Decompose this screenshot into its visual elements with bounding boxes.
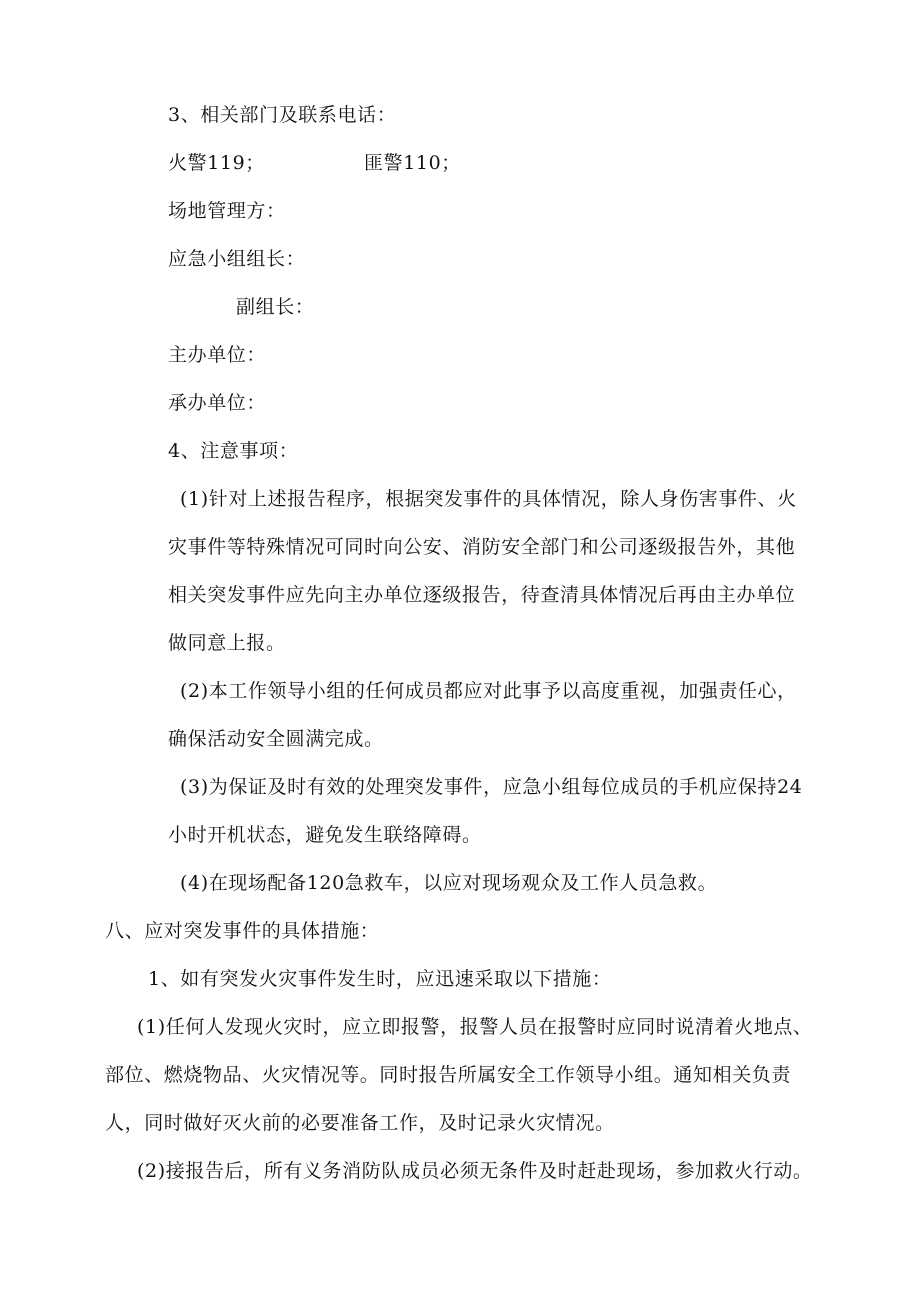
section8-item1-line: 人，同时做好灭火前的必要准备工作，及时记录火灾情况。 xyxy=(105,1112,615,1134)
venue-manager-label: 场地管理方： xyxy=(168,200,286,222)
notes-heading: 4、注意事项： xyxy=(168,440,299,462)
police-alarm-number: 匪警110； xyxy=(364,152,461,174)
emergency-leader-label: 应急小组组长： xyxy=(168,248,306,270)
notes-item1-line: 相关突发事件应先向主办单位逐级报告，待查清具体情况后再由主办单位 xyxy=(168,584,796,606)
notes-item2-line: (2)本工作领导小组的任何成员都应对此事予以高度重视，加强责任心， xyxy=(180,680,797,702)
section8-subheading: 1、如有突发火灾事件发生时，应迅速采取以下措施： xyxy=(148,968,612,990)
section8-item2-line: (2)接报告后，所有义务消防队成员必须无条件及时赶赴现场，参加救火行动。 xyxy=(137,1160,813,1182)
section8-heading: 八、应对突发事件的具体措施： xyxy=(105,920,380,942)
notes-item1-line: 灾事件等特殊情况可同时向公安、消防安全部门和公司逐级报告外，其他 xyxy=(168,536,796,558)
section8-item1-line: (1)任何人发现火灾时，应立即报警，报警人员在报警时应同时说清着火地点、 xyxy=(137,1016,813,1038)
notes-item3-line: (3)为保证及时有效的处理突发事件，应急小组每位成员的手机应保持24 xyxy=(180,776,803,798)
notes-item1-line: 做同意上报。 xyxy=(168,632,286,654)
organizer-unit-label: 承办单位： xyxy=(168,392,267,414)
notes-item2-line: 确保活动安全圆满完成。 xyxy=(168,728,384,750)
deputy-leader-label: 副组长： xyxy=(236,296,315,318)
notes-item3-line: 小时开机状态，避免发生联络障碍。 xyxy=(168,824,482,846)
fire-alarm-number: 火警119； xyxy=(168,152,265,174)
notes-item1-line: (1)针对上述报告程序，根据突发事件的具体情况，除人身伤害事件、火 xyxy=(180,488,797,510)
contacts-heading: 3、相关部门及联系电话： xyxy=(168,104,397,126)
host-unit-label: 主办单位： xyxy=(168,344,267,366)
notes-item4-line: (4)在现场配备120急救车，以应对现场观众及工作人员急救。 xyxy=(180,872,718,894)
section8-item1-line: 部位、燃烧物品、火灾情况等。同时报告所属安全工作领导小组。通知相关负责 xyxy=(105,1064,792,1086)
